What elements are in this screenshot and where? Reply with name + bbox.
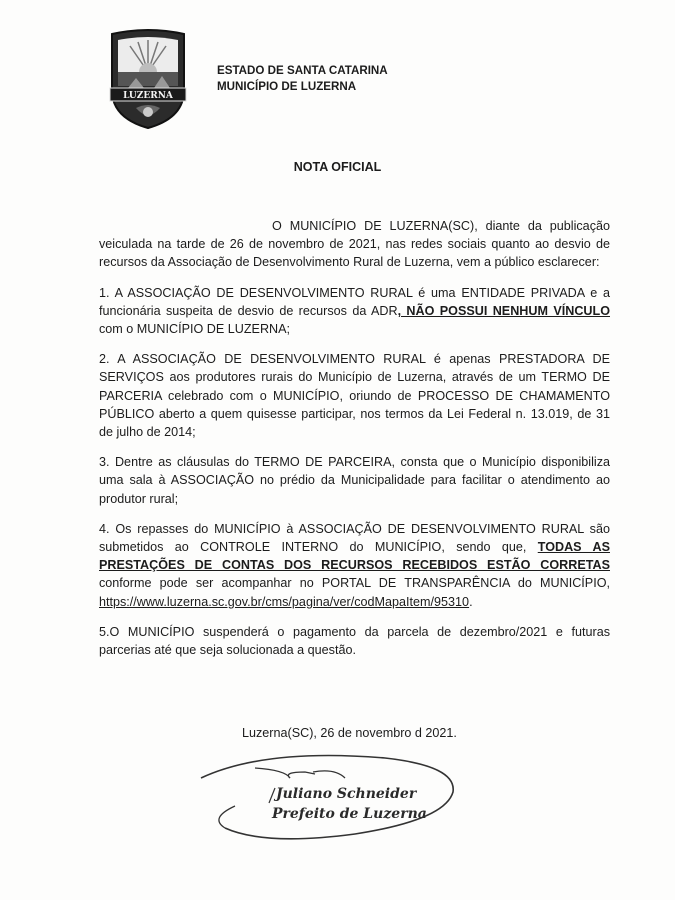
intro-paragraph: O MUNICÍPIO DE LUZERNA(SC), diante da publicação veiculada na tarde de 26 de novembro de 2021, nas redes sociais quanto ao desvio de recursos da Associação de Desenvolvimento Rural de Luzerna, vem a público esclarecer: [99, 219, 610, 270]
item-4-text-middle: conforme pode ser acompanhar no PORTAL DE TRANSPARÊNCIA do MUNICÍPIO, [99, 576, 610, 591]
item-4-text: 4. Os repasses do MUNICÍPIO à ASSOCIAÇÃO DE DESENVOLVIMENTO RURAL são submetidos ao CONTROLE INTERNO do MUNICÍPIO, sendo que, [99, 521, 610, 555]
document-body [99, 217, 610, 671]
date-line: Luzerna(SC), 26 de novembro d 2021. [242, 726, 457, 740]
item-1-text-end: com o MUNICÍPIO DE LUZERNA; [99, 322, 291, 337]
crest-banner-text: LUZERNA [123, 91, 173, 101]
letterhead [217, 63, 388, 95]
item-4-emphasis: TODAS AS PRESTAÇÕES DE CONTAS DOS RECURSOS RECEBIDOS ESTÃO CORRETAS [99, 540, 610, 573]
item-4-paragraph [99, 520, 610, 611]
municipal-crest-logo [108, 28, 188, 130]
transparency-portal-link[interactable]: https://www.luzerna.sc.gov.br/cms/pagina/ver/codMapaItem/95310 [99, 594, 470, 609]
item-1-paragraph [99, 284, 610, 339]
item-2-paragraph: 2. A ASSOCIAÇÃO DE DESENVOLVIMENTO RURAL é apenas PRESTADORA DE SERVIÇOS aos produtores rurais do Município de Luzerna, através de um TERMO DE PARCERIA celebrado com o MUNICÍPIO, oriundo de PROCESSO DE CHAMAMENTO PÚBLICO aberto a quem quisesse participar, nos termos da Lei Federal n. 13.019, de 31 de julho de 2014; [99, 352, 610, 440]
state-name: ESTADO DE SANTA CATARINA [217, 64, 388, 77]
item-3-paragraph: 3. Dentre as cláusulas do TERMO DE PARCEIRA, consta que o Município disponibiliza uma sala à ASSOCIAÇÃO no prédio da Municipalidade para facilitar o atendimento ao produtor rural; [99, 455, 610, 506]
signature-role: Prefeito de Luzerna [272, 806, 427, 822]
item-4-text-end: . [469, 594, 473, 609]
signature-name: Juliano Schneider [276, 786, 417, 802]
municipality-name: MUNICÍPIO DE LUZERNA [217, 80, 357, 93]
item-1-text: 1. A ASSOCIAÇÃO DE DESENVOLVIMENTO RURAL é uma ENTIDADE PRIVADA e a funcionária suspeita de desvio de recursos da ADR [99, 285, 610, 318]
item-1-emphasis: , NÃO POSSUI NENHUM VÍNCULO [397, 303, 610, 318]
document-title: NOTA OFICIAL [293, 160, 382, 174]
item-5-paragraph: 5.O MUNICÍPIO suspenderá o pagamento da parcela de dezembro/2021 e futuras parcerias até que seja solucionada a questão. [99, 624, 610, 658]
